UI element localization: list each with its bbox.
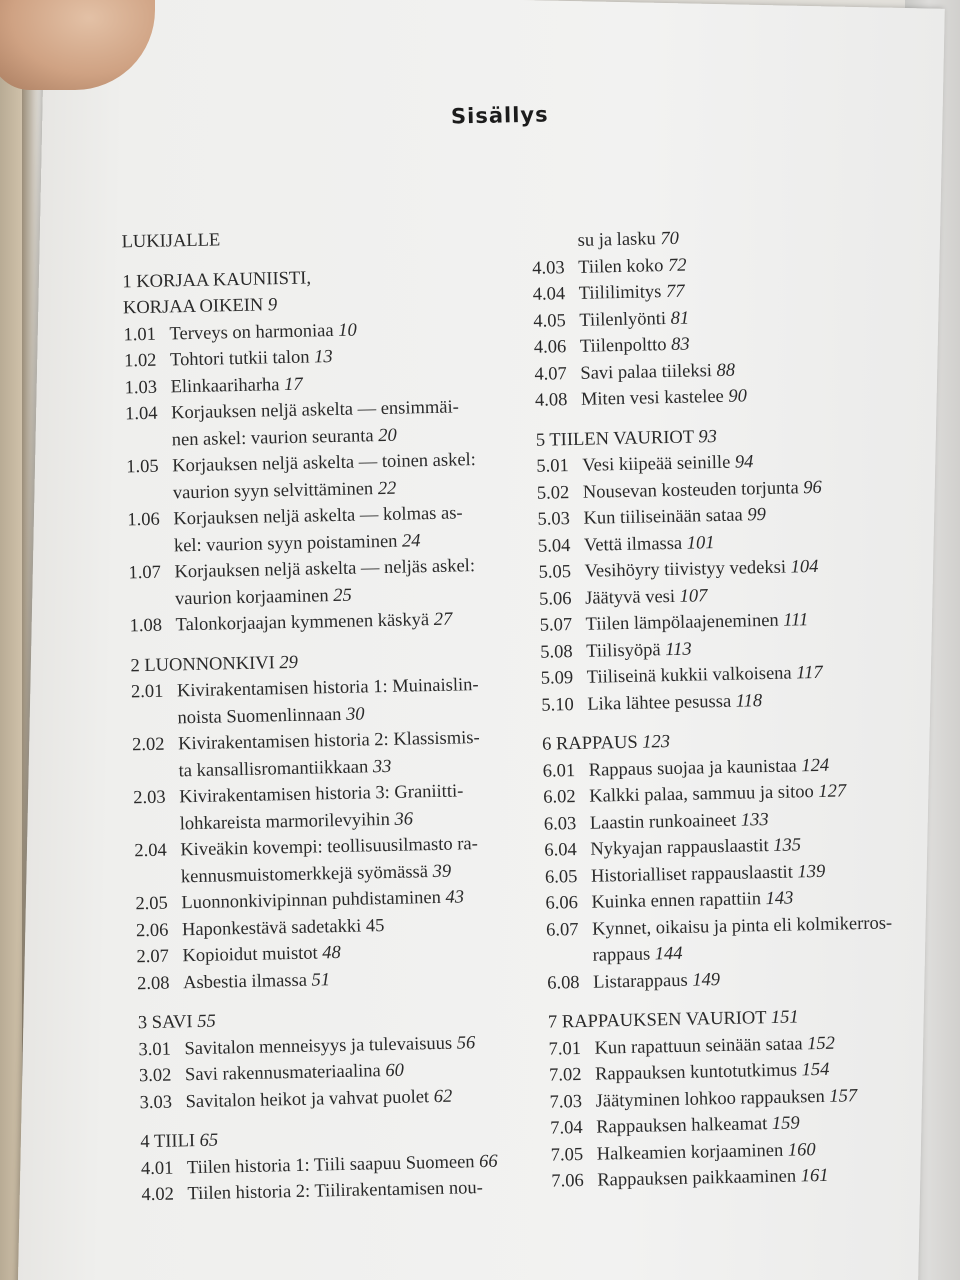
toc-entry-text: Korjauksen neljä askelta — kolmas as- <box>173 503 463 530</box>
toc-entry-text: Lika lähtee pesussa <box>587 691 732 715</box>
toc-entry-number: 2.08 <box>136 973 170 994</box>
toc-entry-number: 5.02 <box>536 482 570 504</box>
toc-page-number: 144 <box>654 943 683 965</box>
toc-page-number: 65 <box>199 1130 219 1151</box>
toc-column-left <box>121 221 521 1208</box>
toc-page-number: 13 <box>313 347 333 368</box>
toc-page-number: 118 <box>735 690 763 712</box>
toc-entry-number: 3.03 <box>139 1092 173 1113</box>
toc-page-number: 157 <box>829 1085 858 1107</box>
toc-page-number: 83 <box>670 334 690 355</box>
toc-page-number: 77 <box>665 281 685 303</box>
toc-page-number: 101 <box>686 532 715 554</box>
toc-entry-text: Elinkaariharha <box>170 374 280 397</box>
toc-entry-number: 5.09 <box>540 668 574 689</box>
toc-entry-number: 4.03 <box>532 257 565 279</box>
toc-page-number: 24 <box>401 530 421 552</box>
toc-page-number: 43 <box>445 887 465 908</box>
toc-entry-text: Kun rapattuun seinään sataa <box>594 1033 803 1059</box>
toc-entry-text: Korjauksen neljä askelta — toinen askel: <box>172 450 477 477</box>
toc-entry-text: Historialliset rappauslaastit <box>590 862 794 887</box>
toc-entry-text: 4 TIILI <box>140 1131 196 1153</box>
toc-entry-number: 3.01 <box>138 1039 172 1060</box>
toc-entry-text: Listarappaus <box>592 970 688 993</box>
toc-page-number: 149 <box>692 969 721 991</box>
toc-page-number: 70 <box>660 228 680 250</box>
toc-entry-text: Terveys on harmoniaa <box>169 320 334 344</box>
toc-page-number: 30 <box>345 703 365 725</box>
toc-page-number: 36 <box>394 808 414 830</box>
toc-entry-text: su ja lasku <box>577 229 656 251</box>
toc-entry-text: Tiililimitys <box>578 282 662 304</box>
toc-page-number: 33 <box>372 756 392 777</box>
toc-entry-number: 1.08 <box>129 615 163 637</box>
toc-entry-text: Jäätyminen lohkoo rappauksen <box>595 1086 825 1112</box>
toc-entry-text: vaurion syyn selvittäminen <box>172 478 374 503</box>
toc-entry-number: 5.06 <box>538 588 572 610</box>
toc-entry-text: Kopioidut muistot <box>182 943 318 967</box>
toc-entry-text: Savitalon heikot ja vahvat puolet <box>185 1086 430 1112</box>
toc-entry-number: 7.05 <box>550 1144 584 1166</box>
toc-entry-text: KORJAA OIKEIN <box>122 295 264 319</box>
toc-entry-text: rappaus <box>592 944 651 966</box>
toc-page-number: 66 <box>478 1151 498 1172</box>
toc-entry-text: Tiilen koko <box>578 255 664 278</box>
toc-entry-number: 6.05 <box>544 866 578 888</box>
toc-page-number: 22 <box>377 478 397 499</box>
toc-entry-text: Tiilen historia 2: Tiilirakentamisen nou- <box>187 1178 484 1205</box>
toc-entry-text: Tiilen lämpölaajeneminen <box>585 610 779 635</box>
toc-entry-text: 3 SAVI <box>137 1012 193 1034</box>
toc-entry-text: Rappaus suojaa ja kaunistaa <box>588 755 797 781</box>
toc-entry-text: Savi palaa tiileksi <box>580 360 713 384</box>
toc-entry-number: 5.07 <box>539 615 573 636</box>
toc-page-number: 27 <box>433 609 453 630</box>
toc-page-number: 161 <box>800 1165 829 1187</box>
toc-entry-number: 4.06 <box>533 337 567 358</box>
toc-page-number: 104 <box>790 556 819 578</box>
toc-page-number: 9 <box>267 295 278 316</box>
toc-entry-number: 6.03 <box>543 813 577 835</box>
toc-entry-text: Kiveäkin kovempi: teollisuusilmasto ra- <box>180 834 478 861</box>
toc-entry-number: 7.03 <box>549 1091 583 1113</box>
toc-page-number: 127 <box>818 781 847 802</box>
toc-page-number: 154 <box>801 1059 830 1081</box>
toc-entry-number: 2.04 <box>134 840 167 862</box>
toc-entry-number: 1.02 <box>123 350 157 372</box>
toc-entry-text: Haponkestävä sadetakki 45 <box>181 915 385 940</box>
toc-page-number: 90 <box>728 386 748 407</box>
toc-entry-number: 2.05 <box>135 893 169 915</box>
toc-entry-text: 6 RAPPAUS <box>541 732 638 755</box>
toc-entry-number: 4.01 <box>140 1158 174 1179</box>
toc-entry-number: 4.07 <box>534 363 568 385</box>
toc-entry-text: Tiilenlyönti <box>579 308 667 331</box>
toc-entry-text: Kynnet, oikaisu ja pinta eli kolmikerros- <box>591 912 893 940</box>
toc-entry-text: noista Suomenlinnaan <box>177 704 342 728</box>
toc-entry-text: 7 RAPPAUKSEN VAURIOT <box>547 1008 767 1033</box>
toc-entry-number: 4.05 <box>533 310 566 332</box>
toc-entry-text: Laastin runkoaineet <box>589 810 737 834</box>
toc-entry-text: Kalkki palaa, sammuu ja sitoo <box>589 782 814 807</box>
toc-page-number: 124 <box>801 755 830 776</box>
toc-page-number: 29 <box>279 652 299 673</box>
toc-page-number: 62 <box>433 1086 453 1107</box>
toc-entry-text: Kivirakentamisen historia 3: Graniitti- <box>179 781 464 808</box>
toc-page-number: 56 <box>456 1032 476 1054</box>
toc-entry-text: Tiilenpoltto <box>579 335 667 357</box>
toc-entry-number: 2.02 <box>131 734 165 756</box>
toc-page-number: 60 <box>385 1060 405 1082</box>
toc-entry-number: 4.04 <box>532 284 566 305</box>
toc-entry-text: nen askel: vaurion seuranta <box>171 425 374 450</box>
toc-entry-text: Kun tiiliseinään sataa <box>583 505 743 529</box>
toc-page-number: 10 <box>338 320 357 341</box>
toc-page-number: 20 <box>378 425 397 446</box>
toc-page-number: 113 <box>665 639 692 660</box>
toc-entry-number: 2.06 <box>135 920 169 941</box>
toc-entry-text: Kivirakentamisen historia 1: Muinaislin- <box>176 675 479 702</box>
toc-entry-number: 5.01 <box>536 456 569 477</box>
toc-entry-text: 5 TIILEN VAURIOT <box>535 426 694 451</box>
toc-entry-number: 1.07 <box>128 562 162 584</box>
toc-entry-number: 6.04 <box>544 840 578 861</box>
toc-page-number: 151 <box>770 1007 799 1028</box>
page-title: Sisällys <box>450 102 549 129</box>
toc-page-number: 88 <box>716 360 736 381</box>
toc-entry-number: 5.03 <box>537 509 571 530</box>
toc-entry-text: Korjauksen neljä askelta — ensimmäi- <box>170 397 460 424</box>
toc-entry-number: 4.02 <box>141 1184 175 1206</box>
toc-entry-text: Kivirakentamisen historia 2: Klassismis- <box>177 728 480 755</box>
toc-entry-text: Vettä ilmassa <box>583 533 683 556</box>
toc-column-right <box>531 221 931 1195</box>
toc-entry-number: 3.02 <box>138 1065 172 1087</box>
toc-page-number: 123 <box>642 732 671 753</box>
toc-entry-number: 7.01 <box>548 1038 582 1060</box>
toc-entry-text: Savi rakennusmateriaalina <box>184 1061 381 1086</box>
toc-entry-number: 6.01 <box>542 760 576 782</box>
toc-entry-text: Miten vesi kastelee <box>580 386 724 410</box>
toc-page-number: 107 <box>679 585 708 607</box>
toc-page-number: 81 <box>670 308 690 329</box>
toc-page-number: 96 <box>803 477 823 498</box>
toc-entry-text: Tiilen historia 1: Tiili saapuu Suomeen <box>186 1151 475 1178</box>
toc-entry-text: Nousevan kosteuden torjunta <box>582 477 799 503</box>
toc-entry-text: LUKIJALLE <box>121 230 221 253</box>
toc-entry-text: Rappauksen paikkaaminen <box>597 1166 797 1191</box>
toc-page-number: 93 <box>698 426 718 447</box>
toc-entry-number: 2.07 <box>136 946 170 968</box>
toc-entry-number: 6.08 <box>546 972 580 994</box>
toc-page-number: 51 <box>311 969 331 991</box>
toc-entry-number: 6.02 <box>543 787 576 808</box>
toc-entry-text: Kuinka ennen rapattiin <box>591 889 762 913</box>
toc-entry-text: kel: vaurion syyn poistaminen <box>173 531 398 556</box>
toc-entry-number: 5.04 <box>537 535 571 557</box>
toc-entry-text: Halkeamien korjaaminen <box>596 1140 784 1165</box>
toc-page-number: 152 <box>806 1033 836 1054</box>
toc-page-number: 72 <box>667 255 687 276</box>
toc-entry-text: Vesihöyry tiivistyy vedeksi <box>584 557 787 582</box>
toc-entry-number: 1.06 <box>127 509 160 531</box>
toc-page-number: 39 <box>432 861 452 882</box>
toc-entry-text: Tiilisyöpä <box>586 639 661 662</box>
toc-entry-text: Tiiliseinä kukkii valkoisena <box>586 663 792 688</box>
toc-entry-number: 5.10 <box>541 694 574 716</box>
toc-entry-text: vaurion korjaaminen <box>174 585 329 609</box>
toc-entry-number: 4.08 <box>534 390 568 411</box>
toc-entry-text: 1 KORJAA KAUNIISTI, <box>122 267 312 292</box>
toc-entry-number: 5.08 <box>540 641 573 663</box>
toc-page-number: 143 <box>765 888 794 910</box>
toc-entry-text: Rappauksen kuntotutkimus <box>594 1060 798 1085</box>
toc-entry-text: lohkareista marmorilevyihin <box>179 809 391 834</box>
toc-entry-number: 1.03 <box>124 377 158 398</box>
toc-entry-text: Asbestia ilmassa <box>182 970 308 993</box>
toc-page-number: 139 <box>797 861 826 882</box>
toc-entry-text: Talonkorjaajan kymmenen käskyä <box>175 610 430 636</box>
toc-entry-number: 1.04 <box>124 403 158 425</box>
toc-entry-number: 7.06 <box>551 1170 584 1192</box>
toc-entry-text: ta kansallisromantiikkaan <box>178 756 369 781</box>
toc-entry-text: Rappauksen halkeamat <box>596 1114 768 1138</box>
toc-page-number: 94 <box>734 452 754 473</box>
toc-entry-text: Luonnonkivipinnan puhdistaminen <box>181 887 442 914</box>
toc-page-number: 133 <box>740 809 769 831</box>
toc-entry-text: Vesi kiipeää seinille <box>582 452 731 476</box>
toc-page-number: 25 <box>333 585 352 606</box>
toc-entry-number: 6.06 <box>545 893 579 914</box>
toc-page-number: 111 <box>783 610 809 631</box>
toc-entry-text: Korjauksen neljä askelta — neljäs askel: <box>174 556 476 583</box>
toc-page-number: 160 <box>787 1139 816 1161</box>
toc-entry-text: 2 LUONNONKIVI <box>130 652 276 676</box>
toc-entry-number: 6.07 <box>545 919 579 941</box>
toc-entry-text: Tohtori tutkii talon <box>169 347 310 371</box>
toc-page-number: 99 <box>747 504 767 526</box>
toc-page-number: 17 <box>283 374 303 395</box>
toc-section-heading <box>121 221 501 255</box>
toc-entry-number: 7.02 <box>548 1064 582 1086</box>
toc-entry-number: 7.04 <box>550 1117 583 1139</box>
toc-page-number: 135 <box>773 835 802 856</box>
toc-entry-number: 2.03 <box>133 787 166 809</box>
toc-entry-text: Jäätyvä vesi <box>584 586 676 609</box>
toc-page-number: 55 <box>197 1011 216 1033</box>
toc-entry-text: Savitalon menneisyys ja tulevaisuus <box>184 1033 453 1059</box>
toc-entry-number: 2.01 <box>130 681 164 703</box>
toc-entry-number: 1.01 <box>123 324 157 345</box>
toc-entry-text: kennusmuistomerkkejä syömässä <box>180 861 429 887</box>
toc-page-number: 159 <box>771 1113 800 1134</box>
toc-entry-number: 1.05 <box>126 456 159 478</box>
toc-entry-number: 5.05 <box>538 562 572 583</box>
toc-page-number: 48 <box>322 942 342 964</box>
toc-page-number: 117 <box>796 662 823 684</box>
toc-entry-text: Nykyajan rappauslaastit <box>590 836 769 860</box>
